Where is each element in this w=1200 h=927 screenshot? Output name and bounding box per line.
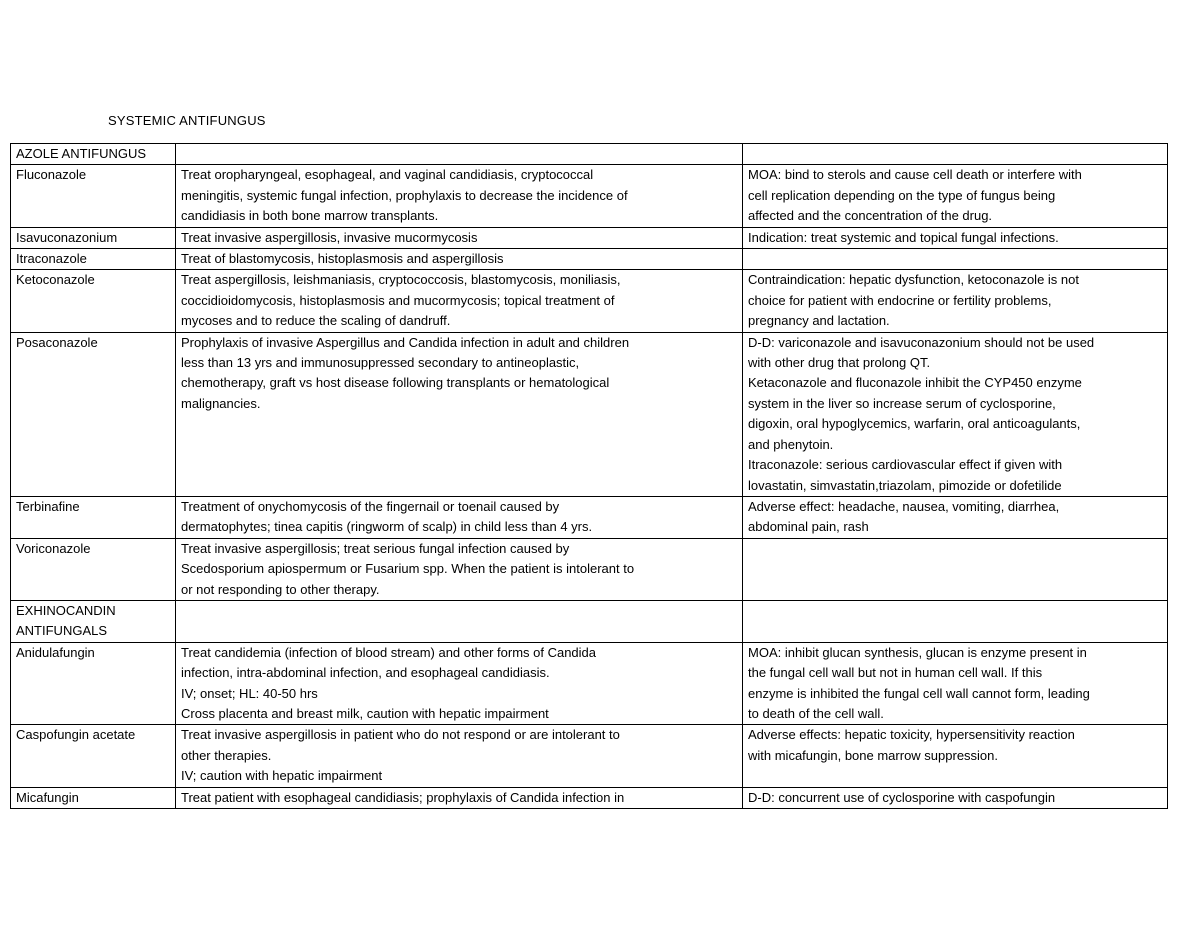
indication-cell <box>176 725 743 787</box>
cell-text-line: MOA: bind to sterols and cause cell death or interfere with <box>748 167 1082 183</box>
cell-text-line: Cross placenta and breast milk, caution with hepatic impairment <box>181 705 549 721</box>
cell-text-line: choice for patient with endocrine or fertility problems, <box>748 292 1052 308</box>
notes-cell <box>743 270 1168 332</box>
notes-cell <box>743 538 1168 600</box>
antifungal-table <box>10 143 1168 809</box>
cell-text-line: pregnancy and lactation. <box>748 313 890 329</box>
cell-text-line: Treat of blastomycosis, histoplasmosis and aspergillosis <box>181 251 504 267</box>
notes-cell <box>743 642 1168 725</box>
cell-text-line: lovastatin, simvastatin,triazolam, pimozide or dofetilide <box>748 477 1062 493</box>
cell-text-line: coccidioidomycosis, histoplasmosis and mucormycosis; topical treatment of <box>181 292 615 308</box>
cell-text-line: Ketaconazole and fluconazole inhibit the CYP450 enzyme <box>748 375 1082 391</box>
cell-text-line: Treat candidemia (infection of blood stream) and other forms of Candida <box>181 644 597 660</box>
cell-text-line: ANTIFUNGALS <box>16 623 108 639</box>
indication-cell <box>176 270 743 332</box>
drug-name-cell <box>11 332 176 496</box>
cell-text-line: Contraindication: hepatic dysfunction, ketoconazole is not <box>748 272 1079 288</box>
cell-text-line: Indication: treat systemic and topical fungal infections. <box>748 229 1059 245</box>
cell-text-line: malignancies. <box>181 395 261 411</box>
cell-text-line: chemotherapy, graft vs host disease following transplants or hematological <box>181 375 610 391</box>
notes-cell <box>743 496 1168 538</box>
cell-text-line: Ketoconazole <box>16 272 95 288</box>
drug-name-cell <box>11 227 176 248</box>
drug-name-cell <box>11 496 176 538</box>
notes-cell <box>743 725 1168 787</box>
notes-cell <box>743 600 1168 642</box>
cell-text-line: affected and the concentration of the drug. <box>748 208 993 224</box>
drug-name-cell <box>11 144 176 165</box>
cell-text-line: less than 13 yrs and immunosuppressed secondary to antineoplastic, <box>181 355 580 371</box>
cell-text-line: infection, intra-abdominal infection, and esophageal candidiasis. <box>181 665 550 681</box>
cell-text-line: with other drug that prolong QT. <box>748 355 931 371</box>
cell-text-line: abdominal pain, rash <box>748 519 869 535</box>
cell-text-line: Isavuconazonium <box>16 229 118 245</box>
cell-text-line: with micafungin, bone marrow suppression. <box>748 747 999 763</box>
cell-text-line: Posaconazole <box>16 334 98 350</box>
cell-text-line: or not responding to other therapy. <box>181 581 380 597</box>
table-row <box>11 332 1168 496</box>
cell-text-line: MOA: inhibit glucan synthesis, glucan is enzyme present in <box>748 644 1087 660</box>
cell-text-line: Caspofungin acetate <box>16 727 136 743</box>
cell-text-line: Itraconazole: serious cardiovascular effect if given with <box>748 457 1063 473</box>
notes-cell <box>743 165 1168 227</box>
table-row <box>11 787 1168 808</box>
drug-name-cell <box>11 165 176 227</box>
drug-name-cell <box>11 249 176 270</box>
cell-text-line: cell replication depending on the type of fungus being <box>748 187 1056 203</box>
indication-cell <box>176 538 743 600</box>
notes-cell <box>743 787 1168 808</box>
cell-text-line: and phenytoin. <box>748 436 834 452</box>
cell-text-line: Adverse effect: headache, nausea, vomiting, diarrhea, <box>748 498 1060 514</box>
cell-text-line: dermatophytes; tinea capitis (ringworm of scalp) in child less than 4 yrs. <box>181 519 593 535</box>
cell-text-line: Terbinafine <box>16 498 80 514</box>
cell-text-line: EXHINOCANDIN <box>16 602 116 618</box>
cell-text-line: other therapies. <box>181 747 272 763</box>
indication-cell <box>176 144 743 165</box>
cell-text-line: Treat invasive aspergillosis, invasive mucormycosis <box>181 229 478 245</box>
notes-cell <box>743 144 1168 165</box>
cell-text-line: meningitis, systemic fungal infection, prophylaxis to decrease the incidence of <box>181 187 628 203</box>
drug-name-cell <box>11 787 176 808</box>
cell-text-line: Fluconazole <box>16 167 87 183</box>
cell-text-line: Prophylaxis of invasive Aspergillus and Candida infection in adult and children <box>181 334 630 350</box>
document-title: SYSTEMIC ANTIFUNGUS <box>108 113 266 128</box>
cell-text-line: Micafungin <box>16 789 79 805</box>
cell-text-line: system in the liver so increase serum of cyclosporine, <box>748 395 1056 411</box>
cell-text-line: enzyme is inhibited the fungal cell wall cannot form, leading <box>748 685 1090 701</box>
cell-text-line: Scedosporium apiospermum or Fusarium spp. When the patient is intolerant to <box>181 561 635 577</box>
cell-text-line: Treat oropharyngeal, esophageal, and vaginal candidiasis, cryptococcal <box>181 167 594 183</box>
table-row <box>11 270 1168 332</box>
cell-text-line: to death of the cell wall. <box>748 705 884 721</box>
cell-text-line: Treatment of onychomycosis of the fingernail or toenail caused by <box>181 498 560 514</box>
table-row <box>11 600 1168 642</box>
cell-text-line: Treat invasive aspergillosis in patient who do not respond or are intolerant to <box>181 727 620 743</box>
cell-text-line: Treat invasive aspergillosis; treat serious fungal infection caused by <box>181 540 570 556</box>
cell-text-line: D-D: concurrent use of cyclosporine with caspofungin <box>748 789 1056 805</box>
table-body <box>11 144 1168 809</box>
table-row <box>11 249 1168 270</box>
drug-name-cell <box>11 600 176 642</box>
indication-cell <box>176 227 743 248</box>
cell-text-line: Anidulafungin <box>16 644 95 660</box>
cell-text-line: candidiasis in both bone marrow transplants. <box>181 208 439 224</box>
notes-cell <box>743 332 1168 496</box>
indication-cell <box>176 496 743 538</box>
cell-text-line: Treat aspergillosis, leishmaniasis, cryptococcosis, blastomycosis, moniliasis, <box>181 272 621 288</box>
drug-name-cell <box>11 270 176 332</box>
table-row <box>11 165 1168 227</box>
indication-cell <box>176 787 743 808</box>
table-row <box>11 538 1168 600</box>
indication-cell <box>176 332 743 496</box>
cell-text-line: AZOLE ANTIFUNGUS <box>16 146 147 161</box>
cell-text-line: mycoses and to reduce the scaling of dandruff. <box>181 313 451 329</box>
indication-cell <box>176 642 743 725</box>
drug-name-cell <box>11 725 176 787</box>
table-row <box>11 496 1168 538</box>
table-row <box>11 642 1168 725</box>
cell-text-line: the fungal cell wall but not in human cell wall. If this <box>748 665 1043 681</box>
cell-text-line: IV; onset; HL: 40-50 hrs <box>181 685 318 701</box>
indication-cell <box>176 600 743 642</box>
drug-name-cell <box>11 538 176 600</box>
indication-cell <box>176 249 743 270</box>
notes-cell <box>743 227 1168 248</box>
table-row <box>11 144 1168 165</box>
indication-cell <box>176 165 743 227</box>
cell-text-line: digoxin, oral hypoglycemics, warfarin, oral anticoagulants, <box>748 416 1081 432</box>
cell-text-line: Voriconazole <box>16 540 91 556</box>
table-row <box>11 227 1168 248</box>
cell-text-line: Itraconazole <box>16 251 87 267</box>
cell-text-line: IV; caution with hepatic impairment <box>181 768 383 784</box>
table-row <box>11 725 1168 787</box>
cell-text-line: Adverse effects: hepatic toxicity, hypersensitivity reaction <box>748 727 1075 743</box>
notes-cell <box>743 249 1168 270</box>
drug-name-cell <box>11 642 176 725</box>
cell-text-line: D-D: variconazole and isavuconazonium should not be used <box>748 334 1095 350</box>
cell-text-line: Treat patient with esophageal candidiasis; prophylaxis of Candida infection in <box>181 789 625 805</box>
